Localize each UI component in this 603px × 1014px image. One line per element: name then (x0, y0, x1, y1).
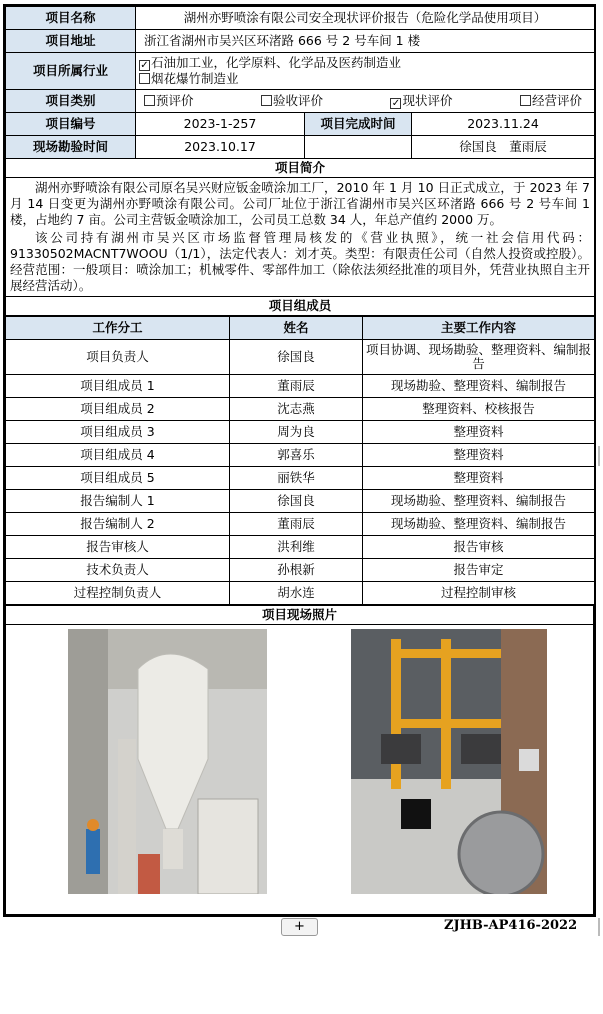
team-cell-role: 项目组成员 1 (6, 375, 230, 398)
team-cell-name: 洪利维 (230, 536, 363, 559)
industry-option-1[interactable] (139, 55, 591, 71)
team-cell-work: 过程控制审核 (363, 582, 595, 605)
team-cell-work: 现场勘验、整理资料、编制报告 (363, 490, 595, 513)
team-cell-work: 现场勘验、整理资料、编制报告 (363, 513, 595, 536)
site-photo-gas-meters (351, 629, 547, 894)
checkbox-icon (144, 95, 155, 106)
table-row (6, 559, 595, 582)
team-header-work: 主要工作内容 (363, 317, 595, 340)
project-address-value: 浙江省湖州市吴兴区环渚路 666 号 2 号车间 1 楼 (136, 30, 595, 53)
project-name-value: 湖州亦野喷涂有限公司安全现状评价报告（危险化学品使用项目） (136, 7, 595, 30)
table-row (6, 444, 595, 467)
checkbox-icon (139, 73, 150, 84)
team-cell-name: 沈志燕 (230, 398, 363, 421)
team-cell-work: 整理资料、校核报告 (363, 398, 595, 421)
type-option-accept-label: 验收评价 (272, 92, 323, 108)
team-cell-name: 胡水连 (230, 582, 363, 605)
table-row (6, 467, 595, 490)
team-cell-role: 报告审核人 (6, 536, 230, 559)
industry-option-2-label: 烟花爆竹制造业 (151, 71, 239, 86)
type-label: 项目类别 (6, 90, 136, 113)
team-table (5, 316, 595, 605)
project-address-label: 项目地址 (6, 30, 136, 53)
team-cell-work: 报告审定 (363, 559, 595, 582)
table-row (6, 536, 595, 559)
team-cell-name: 董雨辰 (230, 375, 363, 398)
team-cell-role: 过程控制负责人 (6, 582, 230, 605)
team-cell-work: 整理资料 (363, 421, 595, 444)
team-cell-work: 整理资料 (363, 467, 595, 490)
team-cell-name: 丽铁华 (230, 467, 363, 490)
intro-paragraph-1: 湖州亦野喷涂有限公司原名吴兴财应钣金喷涂加工厂，2010 年 1 月 10 日正式成立，于 2023 年 7 月 14 日变更为湖州亦野喷涂有限公司。公司厂址位于浙江省湖州市吴兴区环渚路 666 号 2 号车间 1 楼，占地约 7 亩。公司主营钣金喷涂加工，公司员工总数 34 人，年总产值约 2000 万。 (10, 180, 590, 227)
industry-option-1-label: 石油加工业，化学原料、化学品及医药制造业 (151, 55, 402, 70)
team-cell-name: 董雨辰 (230, 513, 363, 536)
team-cell-role: 项目组成员 3 (6, 421, 230, 444)
team-cell-name: 郭喜乐 (230, 444, 363, 467)
team-title: 项目组成员 (6, 297, 595, 316)
checked-box-icon: ✓ (391, 97, 401, 109)
type-option-accept[interactable] (261, 94, 323, 109)
team-header-name: 姓名 (230, 317, 363, 340)
team-cell-work: 项目协调、现场勘验、整理资料、编制报告 (363, 340, 595, 375)
type-option-status[interactable] (390, 94, 452, 109)
team-header-role: 工作分工 (6, 317, 230, 340)
team-cell-role: 项目组成员 2 (6, 398, 230, 421)
team-cell-work: 报告审核 (363, 536, 595, 559)
finish-time-value: 2023.11.24 (412, 113, 595, 136)
table-row (6, 340, 595, 375)
industry-option-2[interactable] (139, 71, 591, 87)
survey-time-label: 现场勘验时间 (6, 136, 136, 159)
team-cell-role: 报告编制人 2 (6, 513, 230, 536)
surveyors: 徐国良 董雨辰 (412, 136, 595, 159)
type-option-status-label: 现状评价 (402, 92, 453, 108)
checkbox-icon (261, 95, 272, 106)
team-cell-name: 徐国良 (230, 490, 363, 513)
team-cell-name: 孙根新 (230, 559, 363, 582)
checked-box-icon: ✓ (140, 60, 149, 71)
type-option-operate[interactable] (520, 94, 582, 109)
code-label: 项目编号 (6, 113, 136, 136)
team-cell-work: 现场勘验、整理资料、编制报告 (363, 375, 595, 398)
type-option-pre-label: 预评价 (156, 92, 194, 108)
finish-time-label: 项目完成时间 (305, 113, 412, 136)
table-row (6, 490, 595, 513)
add-button[interactable]: + (281, 918, 318, 936)
photos-title: 项目现场照片 (6, 606, 594, 625)
table-row (6, 582, 595, 605)
info-table (5, 6, 595, 316)
intro-title: 项目简介 (6, 159, 595, 178)
intro-paragraph-2: 该公司持有湖州市吴兴区市场监督管理局核发的《营业执照》，统一社会信用代码：91330502MACNT7WOOU（1/1），法定代表人：刘才英。类型：有限责任公司（自然人投资或控股）。经营范围：一般项目：喷涂加工；机械零件、零部件加工（除依法须经批准的项目外，凭营业执照自主开展经营活动）。 (10, 230, 590, 293)
team-cell-name: 徐国良 (230, 340, 363, 375)
team-cell-work: 整理资料 (363, 444, 595, 467)
checkbox-icon (520, 95, 531, 106)
site-photo-dust-collector (68, 629, 267, 894)
type-option-pre[interactable] (144, 94, 194, 109)
scroll-edge-marker (598, 918, 600, 936)
code-value: 2023-1-257 (136, 113, 305, 136)
type-option-operate-label: 经营评价 (531, 92, 582, 108)
team-cell-role: 报告编制人 1 (6, 490, 230, 513)
team-cell-role: 项目组成员 5 (6, 467, 230, 490)
table-row (6, 375, 595, 398)
table-row (6, 398, 595, 421)
project-name-label: 项目名称 (6, 7, 136, 30)
scroll-edge-marker (598, 446, 600, 466)
team-cell-role: 技术负责人 (6, 559, 230, 582)
team-cell-role: 项目负责人 (6, 340, 230, 375)
document-code: ZJHB-AP416-2022 (444, 918, 578, 933)
report-sheet (3, 4, 596, 917)
team-cell-name: 周为良 (230, 421, 363, 444)
survey-time-value: 2023.10.17 (136, 136, 305, 159)
photos-table (5, 605, 594, 915)
table-row (6, 421, 595, 444)
industry-label: 项目所属行业 (6, 53, 136, 90)
team-cell-role: 项目组成员 4 (6, 444, 230, 467)
table-row (6, 513, 595, 536)
